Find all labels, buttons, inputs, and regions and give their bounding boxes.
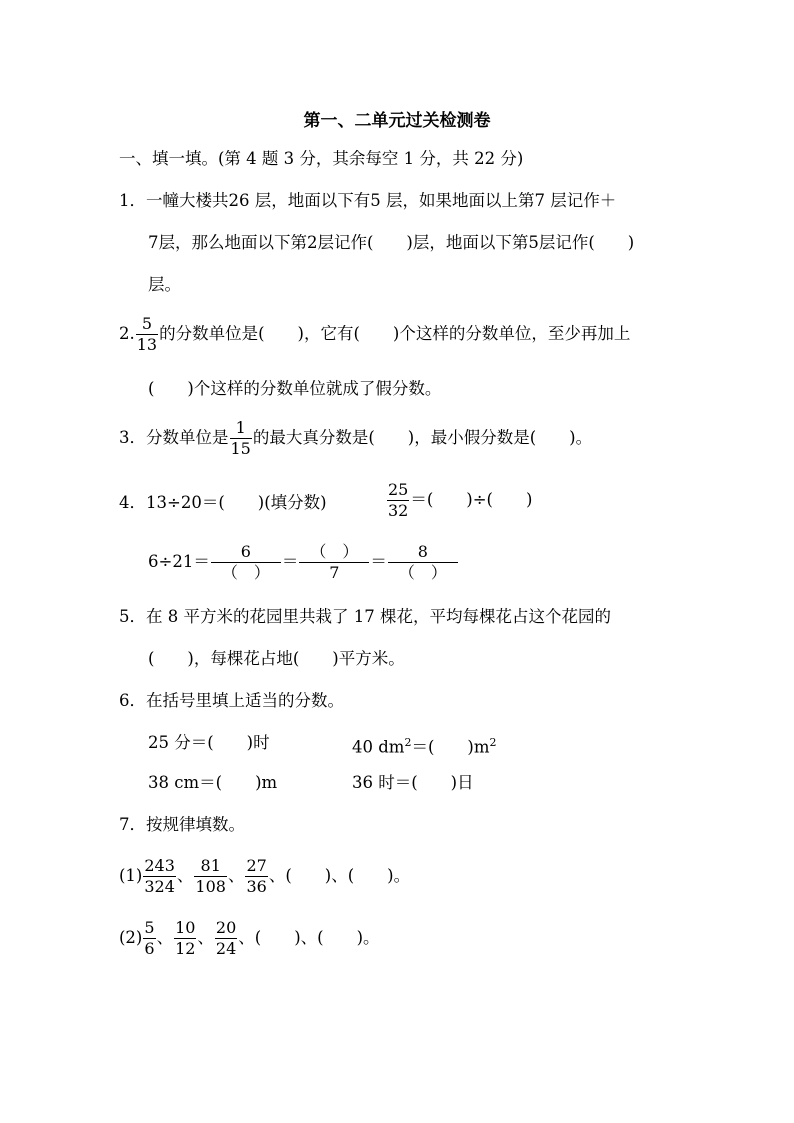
denominator: 15 bbox=[230, 439, 251, 458]
numerator: 81 bbox=[194, 856, 227, 877]
fraction bbox=[143, 918, 155, 959]
denominator: 13 bbox=[136, 335, 158, 354]
denominator: 7 bbox=[329, 563, 340, 582]
q4-left: 4．13÷20＝( )(填分数) bbox=[119, 493, 327, 512]
q4-right-text: ＝( )÷( ) bbox=[410, 490, 533, 509]
denominator: 108 bbox=[195, 877, 226, 896]
q6-item-c: 38 cm＝( )m bbox=[148, 773, 278, 792]
q6-b-pre: 40 dm bbox=[352, 737, 405, 757]
numerator: 243 bbox=[144, 856, 175, 875]
numerator: 5 bbox=[136, 314, 158, 335]
q7-p1-rest: 、( )、( )。 bbox=[268, 866, 411, 885]
q7-heading: 7．按规律填数。 bbox=[119, 815, 245, 834]
numerator: 5 bbox=[144, 918, 155, 937]
q2-line2: ( )个这样的分数单位就成了假分数。 bbox=[148, 379, 442, 398]
q7-p2-rest: 、( )、( )。 bbox=[238, 928, 380, 947]
q2-line1 bbox=[119, 314, 630, 355]
q6-item-a: 25 分＝( )时 bbox=[148, 733, 270, 752]
section-heading: 一、填一填。(第 4 题 3 分，其余每空 1 分，共 22 分) bbox=[119, 149, 524, 168]
q6-heading: 6．在括号里填上适当的分数。 bbox=[119, 691, 344, 710]
denominator: 32 bbox=[388, 501, 409, 520]
separator: 、 bbox=[227, 866, 245, 885]
q1-line1: 1．一幢大楼共26 层，地面以下有5 层，如果地面以上第7 层记作＋ bbox=[119, 191, 617, 210]
separator: 、 bbox=[156, 928, 174, 947]
q6-item-d: 36 时＝( )日 bbox=[352, 773, 474, 792]
q1-line3: 层。 bbox=[148, 275, 181, 294]
q6-item-b bbox=[352, 732, 496, 759]
fraction bbox=[215, 918, 237, 959]
numerator: 27 bbox=[246, 856, 267, 875]
denominator-blank: （ ） bbox=[221, 563, 270, 582]
denominator: 324 bbox=[144, 877, 175, 896]
numerator: 6 bbox=[211, 542, 281, 563]
q5-line2: ( )，每棵花占地( )平方米。 bbox=[148, 649, 405, 668]
q2-text: 的分数单位是( )，它有( )个这样的分数单位，至少再加上 bbox=[159, 324, 631, 343]
fraction bbox=[245, 856, 267, 897]
superscript: 2 bbox=[489, 736, 497, 749]
denominator: 24 bbox=[215, 939, 237, 958]
q3-text: 的最大真分数是( )，最小假分数是( )。 bbox=[252, 428, 593, 447]
q4-right bbox=[386, 480, 532, 521]
q7-part1 bbox=[119, 856, 410, 897]
fraction bbox=[211, 542, 281, 583]
q1-line2: 7层，那么地面以下第2层记作( )层，地面以下第5层记作( ) bbox=[148, 233, 635, 252]
denominator: 12 bbox=[175, 939, 196, 958]
superscript: 2 bbox=[404, 736, 412, 749]
denominator: 36 bbox=[246, 877, 267, 896]
separator: 、 bbox=[197, 928, 214, 947]
q7-p2-label: (2) bbox=[119, 928, 143, 947]
numerator: 8 bbox=[388, 542, 458, 563]
q7-part2 bbox=[119, 918, 380, 959]
fraction bbox=[143, 856, 176, 897]
numerator: 20 bbox=[215, 918, 237, 937]
fraction bbox=[194, 856, 227, 897]
q5-line1: 5．在 8 平方米的花园里共栽了 17 棵花，平均每棵花占这个花园的 bbox=[119, 607, 611, 626]
q7-p1-label: (1) bbox=[119, 866, 143, 885]
page-title: 第一、二单元过关检测卷 bbox=[303, 111, 491, 131]
numerator: 25 bbox=[388, 480, 409, 499]
fraction bbox=[136, 314, 158, 355]
q2-number: 2. bbox=[119, 324, 135, 343]
numerator: 10 bbox=[175, 918, 196, 937]
fraction bbox=[299, 542, 369, 583]
q6-b-mid: ＝( )m bbox=[411, 737, 490, 757]
fraction bbox=[387, 480, 409, 521]
denominator: 6 bbox=[144, 939, 155, 958]
numerator: 1 bbox=[230, 418, 252, 439]
equals-sign: ＝ bbox=[370, 552, 387, 571]
equals-sign: ＝ bbox=[281, 552, 299, 571]
denominator-blank: （ ） bbox=[398, 563, 447, 582]
numerator-blank: （ ） bbox=[299, 542, 369, 563]
q3-line bbox=[119, 418, 592, 459]
fraction bbox=[174, 918, 196, 959]
fraction bbox=[230, 418, 252, 459]
q4-line2 bbox=[148, 542, 459, 583]
separator: 、 bbox=[176, 866, 194, 885]
q4-line2-prefix: 6÷21＝ bbox=[148, 552, 210, 571]
fraction bbox=[388, 542, 458, 583]
q3-number: 3．分数单位是 bbox=[119, 428, 229, 447]
